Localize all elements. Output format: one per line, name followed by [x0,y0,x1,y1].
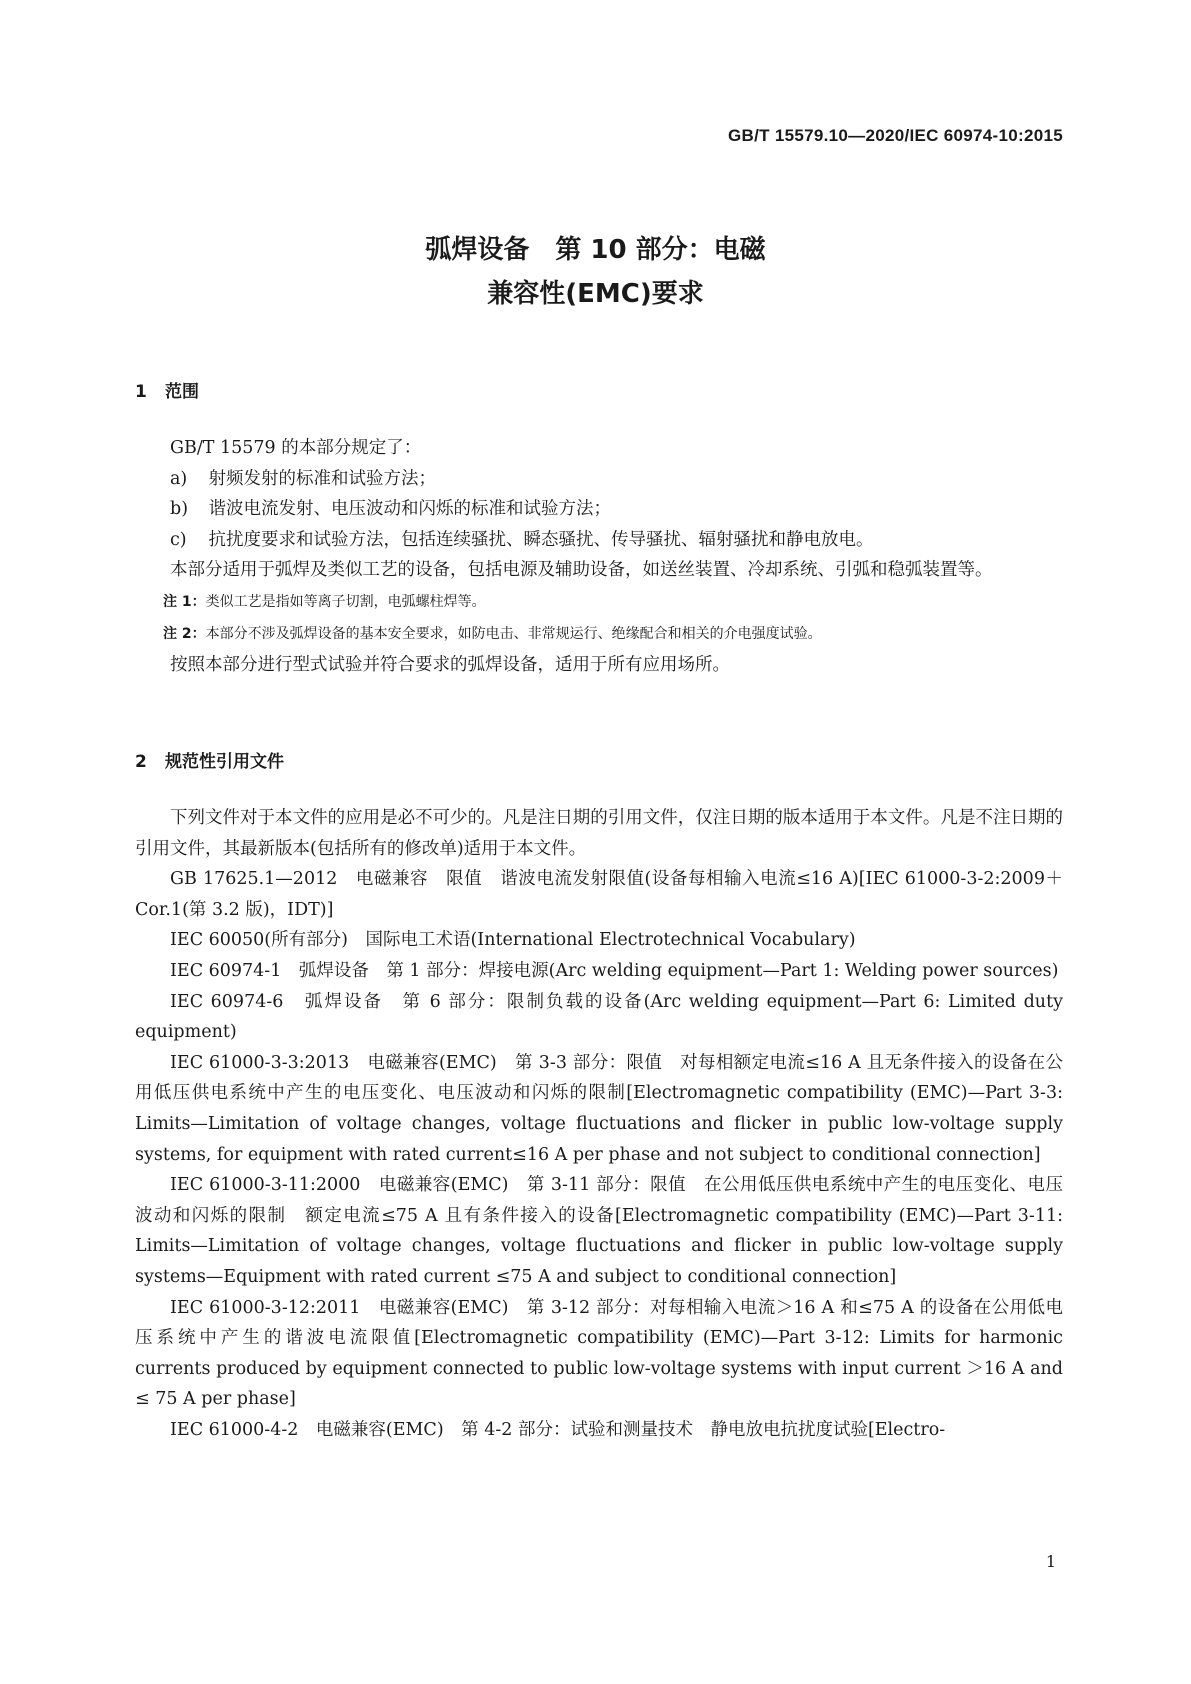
section-2-heading [135,747,284,772]
reference-entry: IEC 61000-3-11:2000 电磁兼容(EMC) 第 3-11 部分：限值 在公用低压供电系统中产生的电压变化、电压波动和闪烁的限制 额定电流≤75 A 且有条件接入的设备[Electromagnetic compatibility (EMC)—Part 3-11: Limits—Limitation of voltage changes, voltage fluctuations and flicker in public low-voltage supply systems—Equipment with rated current ≤75 A and subject to conditional connection] [135,1175,1063,1287]
section-number: 1 [135,382,147,402]
title-line-2: 兼容性(EMC)要求 [487,279,704,309]
section-1-heading [135,377,199,402]
note [135,618,1063,650]
section-title: 规范性引用文件 [165,752,284,772]
reference-entry: IEC 61000-3-12:2011 电磁兼容(EMC) 第 3-12 部分：对每相输入电流＞16 A 和≤75 A 的设备在公用低电压系统中产生的谐波电流限值[Electromagnetic compatibility (EMC)—Part 3-12: Limits for harmonic currents produced by equipment connected to public low-voltage systems with input current ＞16 A and ≤ 75 A per phase] [135,1297,1063,1410]
scope-intro: GB/T 15579 的本部分规定了： [170,438,422,458]
list-text: 谐波电流发射、电压波动和闪烁的标准和试验方法； [208,499,611,520]
paragraph: 下列文件对于本文件的应用是必不可少的。凡是注日期的引用文件，仅注日期的版本适用于本文件。凡是不注日期的引用文件，其最新版本(包括所有的修改单)适用于本文件。 [135,808,1063,859]
list-marker: a) [170,468,188,489]
paragraph: 按照本部分进行型式试验并符合要求的弧焊设备，适用于所有应用场所。 [170,654,730,675]
note [135,586,1063,618]
paragraph: 本部分适用于弧焊及类似工艺的设备，包括电源及辅助设备，如送丝装置、冷却系统、引弧和稳弧装置等。 [170,560,993,581]
note-label: 注 2： [163,625,206,642]
list-text: 射频发射的标准和试验方法； [208,468,436,489]
reference-entry: IEC 60050(所有部分) 国际电工术语(International Electrotechnical Vocabulary) [170,930,856,951]
title-line-1: 弧焊设备 第 10 部分：电磁 [425,235,766,265]
reference-entry: IEC 60974-1 弧焊设备 第 1 部分：焊接电源(Arc welding equipment—Part 1: Welding power sources) [170,960,1059,981]
reference-entry: GB 17625.1—2012 电磁兼容 限值 谐波电流发射限值(设备每相输入电流≤16 A)[IEC 61000-3-2:2009＋Cor.1(第 3.2 版)，IDT)] [135,869,1063,920]
list-item [135,525,1063,556]
page-number: 1 [1045,1552,1056,1571]
note-text: 本部分不涉及弧焊设备的基本安全要求，如防电击、非常规运行、绝缘配合和相关的介电强度试验。 [205,625,822,642]
note-text: 类似工艺是指如等离子切割，电弧螺柱焊等。 [205,593,486,610]
list-item [135,494,1063,525]
section-title: 范围 [165,382,199,402]
list-marker: c) [170,529,187,550]
section-number: 2 [135,752,147,772]
reference-entry: IEC 60974-6 弧焊设备 第 6 部分：限制负载的设备(Arc welding equipment—Part 6: Limited duty equipment) [135,991,1063,1043]
reference-entry: IEC 61000-3-3:2013 电磁兼容(EMC) 第 3-3 部分：限值 对每相额定电流≤16 A 且无条件接入的设备在公用低压供电系统中产生的电压变化、电压波动和闪烁的限制[Electromagnetic compatibility (EMC)—Part 3-3: Limits—Limitation of voltage changes, voltage fluctuations and flicker in public low-voltage supply systems, for equipment with rated current≤16 A per phase and not subject to conditional connection] [135,1052,1063,1165]
list-item [135,464,1063,495]
section-2-body [135,803,1063,1445]
note-label: 注 1： [163,593,206,610]
standard-code: GB/T 15579.10—2020/IEC 60974-10:2015 [728,126,1063,145]
document-title [0,228,1191,316]
list-marker: b) [170,499,189,520]
reference-entry: IEC 61000-4-2 电磁兼容(EMC) 第 4-2 部分：试验和测量技术 静电放电抗扰度试验[Electro- [170,1419,946,1440]
section-1-body [135,433,1063,681]
list-text: 抗扰度要求和试验方法，包括连续骚扰、瞬态骚扰、传导骚扰、辐射骚扰和静电放电。 [208,529,874,550]
